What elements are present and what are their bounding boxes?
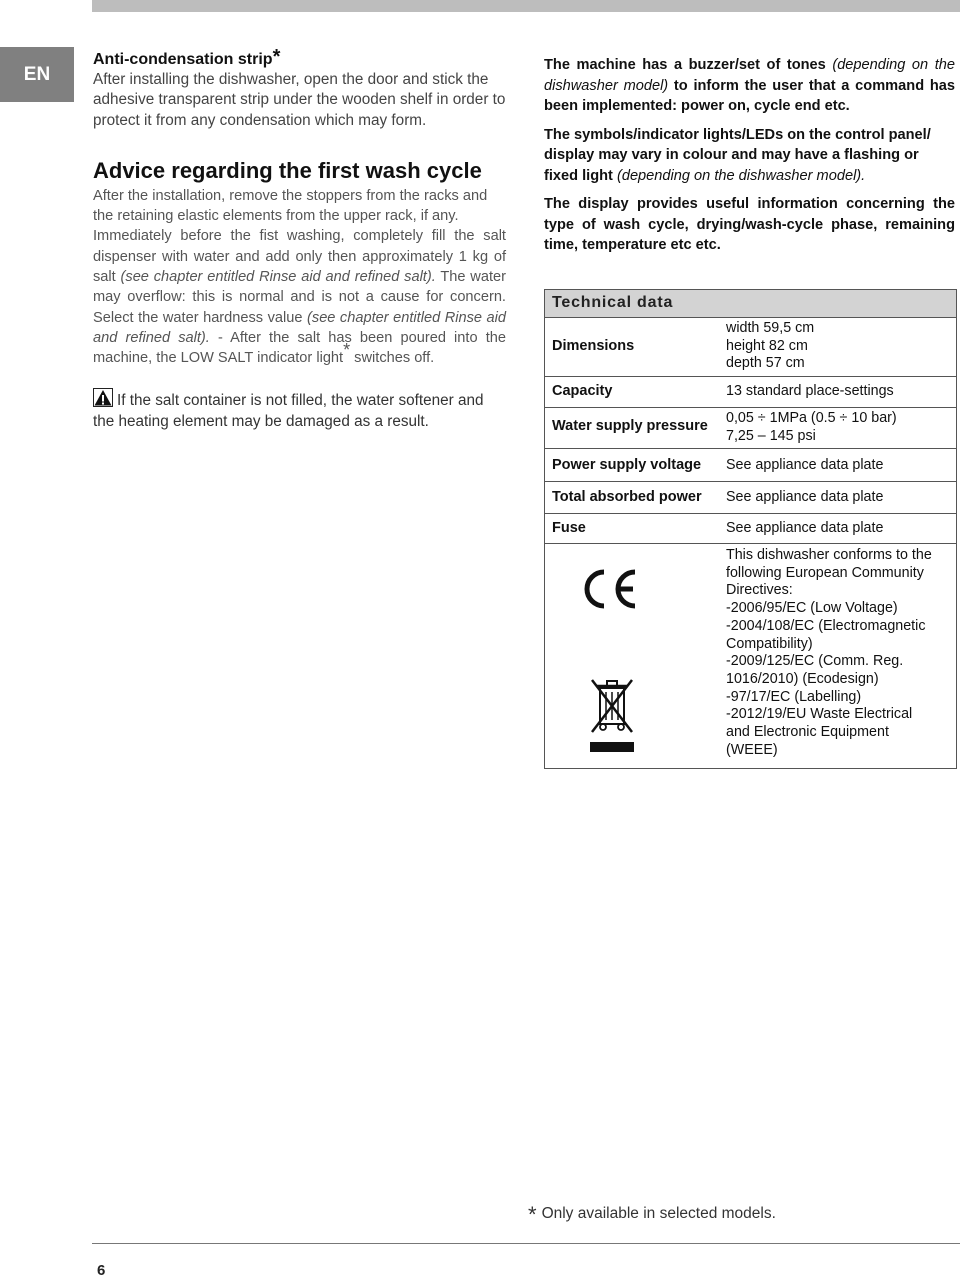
voltage-value: See appliance data plate xyxy=(726,457,884,473)
fuse-value: See appliance data plate xyxy=(726,520,884,536)
pressure-label: Water supply pressure xyxy=(552,418,708,434)
capacity-label: Capacity xyxy=(552,383,613,399)
advice-paragraph-1: After the installation, remove the stoppers from the racks and the retaining elastic elements from the upper rack, if any. xyxy=(93,187,488,225)
fuse-label: Fuse xyxy=(552,520,586,536)
pressure-values: 0,05 ÷ 1MPa (0.5 ÷ 10 bar) 7,25 – 145 psi xyxy=(726,410,897,444)
warning-triangle-icon xyxy=(93,388,113,407)
indicator-paragraph: The symbols/indicator lights/LEDs on the control panel/ display may vary in colour and may have a flashing or fixed light (depending on the dishwasher model). xyxy=(544,126,931,184)
power-value: See appliance data plate xyxy=(726,489,884,505)
advice-title: Advice regarding the first wash cycle xyxy=(93,157,482,183)
capacity-value: 13 standard place-settings xyxy=(726,383,894,399)
advice-paragraph-2: Immediately before the fist washing, completely fill the salt dispenser with water and add only then approximately 1 kg of salt (see chapter entitled Rinse aid and refined salt). The water may overflow: this is normal and is not a cause for concern. Select the water hardness value (see chapter entitled Rinse aid and refined salt). - After the salt has been poured into the machine, the LOW SALT indicator light* switches off. xyxy=(93,228,506,367)
row-fuse xyxy=(545,513,956,543)
bottom-divider xyxy=(92,1243,960,1244)
power-label: Total absorbed power xyxy=(552,489,702,505)
footnote: * Only available in selected models. xyxy=(528,1202,776,1227)
row-directives xyxy=(545,543,956,768)
technical-data-title: Technical data xyxy=(552,294,674,311)
row-power xyxy=(545,481,956,513)
dimensions-values: width 59,5 cm height 82 cm depth 57 cm xyxy=(726,320,815,372)
strip-title: Anti-condensation strip* xyxy=(93,46,281,68)
row-capacity xyxy=(545,376,956,407)
row-dimensions xyxy=(545,318,956,376)
language-tab: EN xyxy=(0,47,74,102)
top-bar xyxy=(92,0,960,12)
right-column xyxy=(544,55,955,264)
technical-data-table xyxy=(544,289,957,769)
strip-text: After installing the dishwasher, open the door and stick the adhesive transparent strip under the wooden shelf in order to protect it from any condensation which may form. xyxy=(93,71,506,129)
voltage-label: Power supply voltage xyxy=(552,457,702,473)
row-voltage xyxy=(545,448,956,481)
directives-list: This dishwasher conforms to the following European Community Directives: -2006/95/EC (Low Voltage) -2004/108/EC (Electromagnetic Compatibility) -2009/125/EC (Comm. Reg. 1016/2010) (Ecodesign) -97/17/EC (Labelling) -2012/19/EU Waste Electrical and Electronic Equipment (WEEE) xyxy=(726,547,932,758)
weee-crossed-bin-icon xyxy=(588,678,636,759)
technical-data-header xyxy=(545,290,956,318)
salt-warning: If the salt container is not filled, the water softener and the heating element may be damaged as a result. xyxy=(93,388,506,432)
row-pressure xyxy=(545,407,956,448)
buzzer-paragraph: The machine has a buzzer/set of tones (depending on the dishwasher model) to inform the user that a command has been implemented: power on, cycle end etc. xyxy=(544,57,955,114)
left-column xyxy=(93,46,506,432)
page-number: 6 xyxy=(97,1262,106,1279)
dimensions-label: Dimensions xyxy=(552,338,635,354)
ce-mark-icon xyxy=(579,568,639,615)
display-paragraph: The display provides useful information concerning the type of wash cycle, drying/wash-cycle phase, remaining time, temperature etc etc. xyxy=(544,196,955,253)
